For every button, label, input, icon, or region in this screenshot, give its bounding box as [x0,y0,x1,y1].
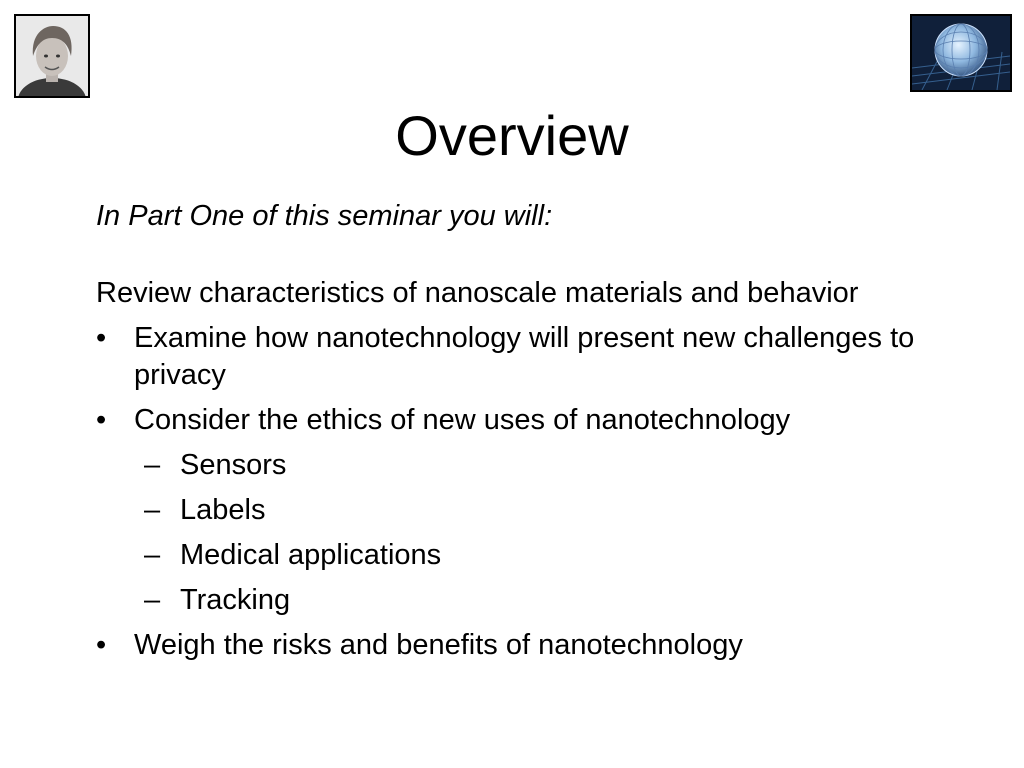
presenter-portrait-image [14,14,90,98]
slide-body [96,198,956,672]
sub-bullet-item [96,492,956,529]
sub-bullet-text: Sensors [180,449,287,481]
sub-bullet-item [96,582,956,619]
bullet-text: Consider the ethics of new uses of nanotechnology [134,404,791,436]
bullet-item [96,627,956,664]
dash-glyph: – [144,539,161,571]
sub-bullet-item [96,447,956,484]
bullet-text: Weigh the risks and benefits of nanotechnology [134,629,743,661]
portrait-icon [16,16,88,96]
bullet-text: Examine how nanotechnology will present new challenges to privacy [134,322,915,391]
sub-bullet-item [96,537,956,574]
bullet-item [96,320,956,394]
bullet-glyph: • [96,629,107,661]
bullet-glyph: • [96,322,107,354]
dash-glyph: – [144,494,161,526]
nanosphere-icon [912,16,1010,90]
bullet-glyph: • [96,404,107,436]
nanotech-graphic-image [910,14,1012,92]
bullet-item [96,402,956,439]
dash-glyph: – [144,449,161,481]
lead-item: Review characteristics of nanoscale materials and behavior [96,277,859,309]
sub-bullet-text: Medical applications [180,539,442,571]
sub-bullet-text: Labels [180,494,266,526]
dash-glyph: – [144,584,161,616]
intro-text: In Part One of this seminar you will: [96,200,553,232]
slide-title: Overview [395,104,629,167]
sub-bullet-text: Tracking [180,584,291,616]
